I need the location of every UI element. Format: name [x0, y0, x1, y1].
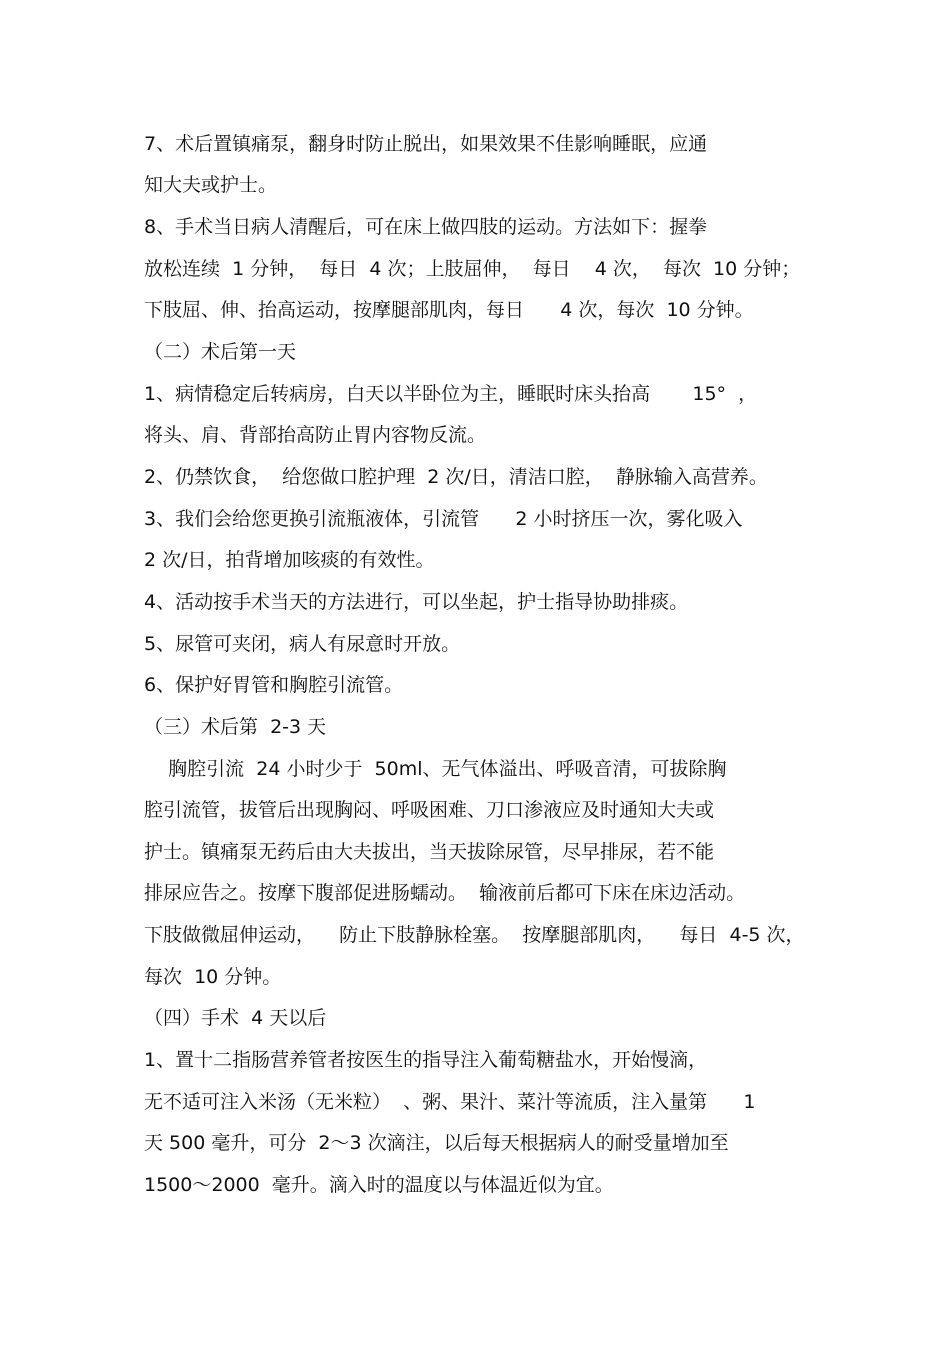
- text-line-11: 2 次/日，拍背增加咳痰的有效性。: [144, 549, 435, 571]
- text-line-12: 4、活动按手术当天的方法进行，可以坐起，护士指导协助排痰。: [144, 591, 689, 613]
- text-line-7: 1、病情稳定后转病房，白天以半卧位为主，睡眠时床头抬高 15° ，: [144, 383, 758, 405]
- text-line-17: 腔引流管，拔管后出现胸闷、呼吸困难、刀口渗液应及时通知大夫或: [144, 799, 715, 821]
- text-line-2: 知大夫或护士。: [144, 174, 278, 196]
- text-line-8: 将头、肩、背部抬高防止胃内容物反流。: [144, 424, 487, 446]
- section-heading-3: （三）术后第 2-3 天: [144, 716, 327, 738]
- section-heading-2: （二）术后第一天: [144, 341, 297, 363]
- text-line-9: 2、仍禁饮食， 给您做口腔护理 2 次/日，清洁口腔， 静脉输入高营养。: [144, 466, 768, 488]
- text-line-10: 3、我们会给您更换引流瓶液体，引流管 2 小时挤压一次，雾化吸入: [144, 508, 743, 530]
- text-line-4: 放松连续 1 分钟， 每日 4 次；上肢屈伸， 每日 4 次， 每次 10 分钟；: [144, 258, 801, 280]
- text-line-19: 排尿应告之。按摩下腹部促进肠蠕动。 输液前后都可下床在床边活动。: [144, 882, 746, 904]
- text-line-3: 8、手术当日病人清醒后，可在床上做四肢的运动。方法如下：握拳: [144, 216, 708, 238]
- text-line-20: 下肢做微屈伸运动， 防止下肢静脉栓塞。 按摩腿部肌肉， 每日 4-5 次，: [144, 924, 805, 946]
- text-line-24: 无不适可注入米汤（无米粒） 、粥、果汁、菜汁等流质，注入量第 1: [144, 1091, 756, 1113]
- text-line-21: 每次 10 分钟。: [144, 966, 282, 988]
- section-heading-4: （四）手术 4 天以后: [144, 1007, 327, 1029]
- text-line-18: 护士。镇痛泵无药后由大夫拔出，当天拔除尿管，尽早排尿，若不能: [144, 841, 715, 863]
- text-line-5: 下肢屈、伸、抬高运动，按摩腿部肌肉，每日 4 次，每次 10 分钟。: [144, 299, 754, 321]
- text-line-23: 1、置十二指肠营养管者按医生的指导注入葡萄糖盐水，开始慢滴，: [144, 1049, 708, 1071]
- text-line-14: 6、保护好胃管和胸腔引流管。: [144, 674, 404, 696]
- text-line-26: 1500～2000 毫升。滴入时的温度以与体温近似为宜。: [144, 1174, 614, 1196]
- text-line-25: 天 500 毫升，可分 2～3 次滴注，以后每天根据病人的耐受量增加至: [144, 1132, 729, 1154]
- text-line-1: 7、术后置镇痛泵，翻身时防止脱出，如果效果不佳影响睡眠，应通: [144, 133, 708, 155]
- text-line-13: 5、尿管可夹闭，病人有尿意时开放。: [144, 633, 461, 655]
- text-line-16: 胸腔引流 24 小时少于 50ml、无气体溢出、呼吸音清，可拔除胸: [144, 758, 727, 780]
